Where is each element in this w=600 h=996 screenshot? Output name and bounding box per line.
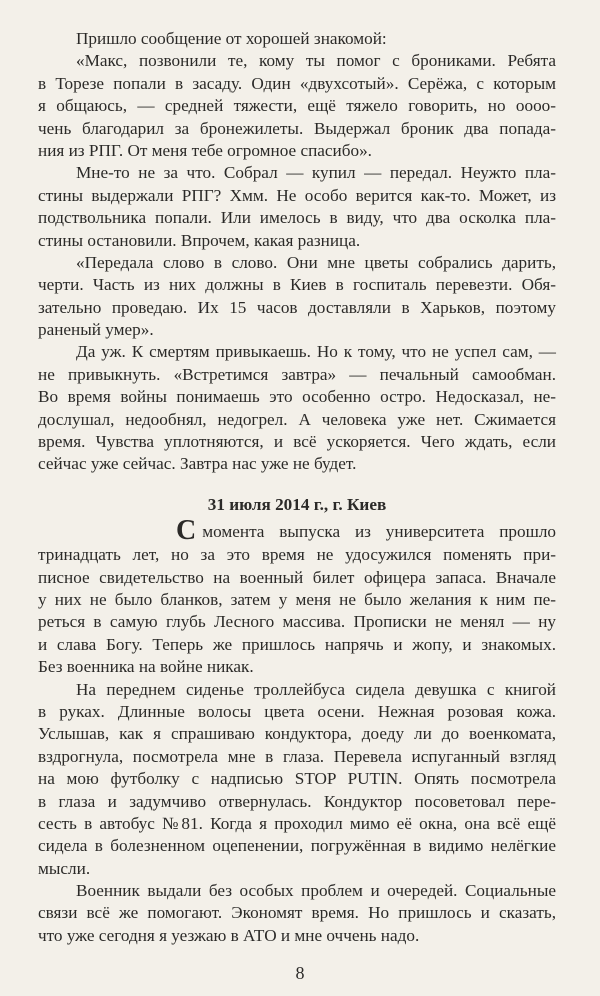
text-line: в Торезе попали в засаду. Один «двухсотый». Серёжа, с которым	[38, 73, 556, 93]
text-line: мысли.	[38, 858, 91, 878]
text-line: писное свидетельство на военный билет офицера запаса. Вначале	[38, 567, 556, 587]
text-line: «Передала слово в слово. Они мне цветы собрались дарить,	[76, 252, 556, 272]
text-line: зательно проведаю. Их 15 часов доставляли в Харьков, поэтому	[38, 297, 556, 317]
text-line: и слава Богу. Теперь же пришлось напрячь и жопу, и знакомых.	[38, 634, 556, 654]
paragraph-rest	[38, 544, 556, 678]
paragraph	[38, 679, 556, 881]
text-line: у них не было бланков, затем у меня не было желания к ним пе-	[38, 590, 556, 609]
text-line: Без военника на войне никак.	[38, 657, 254, 677]
text-line: сидела в болезненном оцепенении, погружённая в видимо нелёгкие	[38, 836, 556, 856]
text-line: сейчас уже сейчас. Завтра нас уже не будет.	[38, 454, 357, 474]
text-line: вздрогнула, посмотрела мне в глаза. Перевела испуганный взгляд	[38, 746, 556, 766]
text-line: стины выдержали РПГ? Хмм. Не особо верится как-то. Может, из	[38, 185, 556, 205]
text-line: Да уж. К смертям привыкаешь. Но к тому, что не успел сам, —	[76, 342, 556, 362]
text-line: Пришло сообщение от хорошей знакомой:	[76, 29, 387, 48]
section-bottom	[38, 679, 556, 948]
text-line: не привыкнуть. «Встретимся завтра» — печальный самообман.	[38, 364, 556, 384]
text-line: стины остановили. Впрочем, какая разница.	[38, 230, 361, 250]
page-body	[38, 28, 556, 947]
paragraph	[38, 341, 556, 475]
text-line: связи всё же помогают. Экономят время. Но пришлось и сказать,	[38, 903, 556, 923]
section-top	[38, 28, 556, 476]
line-text: момента выпуска из университета прошло	[202, 522, 556, 542]
text-line: «Макс, позвонили те, кому ты помог с брониками. Ребята	[76, 51, 556, 71]
page-number: 8	[295, 963, 305, 983]
text-line: чень благодарил за бронежилеты. Выдержал броник два попада-	[38, 118, 556, 138]
text-line: ния из РПГ. От меня тебе огромное спасибо».	[38, 140, 372, 160]
text-line: реться в самую глубь Лесного массива. Прописки не менял — ну	[38, 612, 556, 632]
text-line: что уже сегодня я уезжаю в АТО и мне оччень надо.	[38, 925, 420, 945]
paragraph	[38, 28, 556, 50]
text-line: время. Чувства уплотняются, и всё ускоряется. Чего ждать, если	[38, 432, 556, 452]
text-line: черти. Часть из них должны в Киев в госпиталь перевезти. Обя-	[38, 275, 556, 295]
text-line	[38, 515, 556, 547]
text-line: на мою футболку с надписью STOP PUTIN. Опять посмотрела	[38, 769, 556, 789]
text-line: подствольника попали. Или имелось в виду, что два осколка пла-	[38, 208, 556, 228]
text-line: Мне-то не за что. Собрал — купил — передал. Неужто пла-	[76, 163, 556, 183]
text-line: я общаюсь, — средней тяжести, ещё тяжело говорить, но оооо-	[38, 96, 556, 116]
text-line: тринадцать лет, но за это время не удосужился поменять при-	[38, 545, 556, 565]
paragraph	[38, 50, 556, 162]
text-line: в глаза и задумчиво отвернулась. Кондуктор посоветовал пере-	[38, 791, 556, 811]
paragraph	[38, 544, 556, 678]
paragraph	[38, 252, 556, 342]
text-line: Во время войны понимаешь это особенно остро. Недосказал, не-	[38, 387, 556, 407]
paragraph	[38, 880, 556, 947]
text-line: Военник выдали без особых проблем и очередей. Социальные	[76, 881, 556, 901]
drop-cap: С	[176, 515, 197, 547]
paragraph	[38, 162, 556, 252]
text-line: На переднем сиденье троллейбуса сидела девушка с книгой	[76, 679, 556, 699]
text-line: в руках. Длинные волосы цвета осени. Нежная розовая кожа.	[38, 701, 556, 721]
text-line: Услышав, как я спрашиваю кондуктора, доеду ли до военкомата,	[38, 724, 556, 744]
section-heading: 31 июля 2014 г., г. Киев	[207, 494, 387, 514]
text-line: раненый умер».	[38, 320, 154, 340]
text-line: сесть в автобус №81. Когда я проходил мимо её окна, она всё ещё	[38, 813, 556, 833]
text-line: дослушал, недообнял, недогрел. А человека уже нет. Сжимается	[38, 409, 556, 429]
paragraph	[38, 515, 556, 678]
